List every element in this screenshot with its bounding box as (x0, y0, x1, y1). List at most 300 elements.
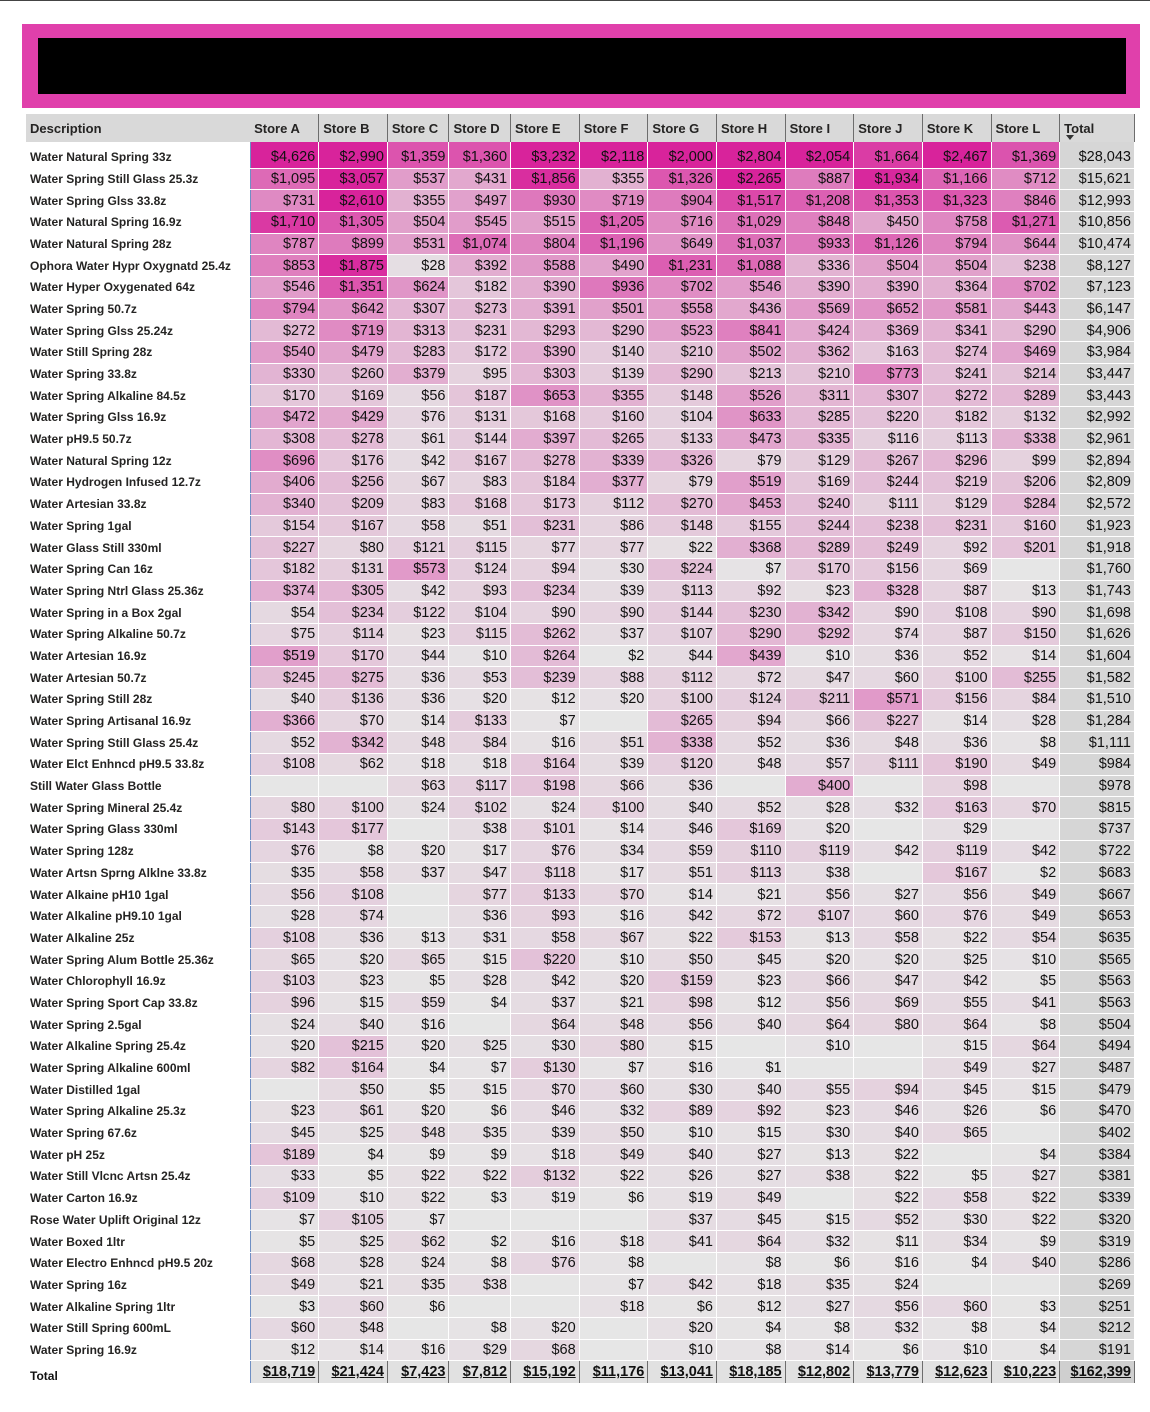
value-cell: $1 (716, 1057, 785, 1079)
value-cell: $48 (579, 1014, 648, 1036)
column-header-total[interactable]: Total (1060, 114, 1135, 142)
value-cell: $24 (387, 797, 449, 819)
value-cell: $7 (716, 558, 785, 580)
table-row[interactable] (26, 949, 1135, 971)
value-cell: $391 (511, 298, 580, 320)
value-cell: $1,359 (387, 142, 449, 168)
value-cell: $45 (922, 1079, 991, 1101)
value-cell: $62 (387, 1231, 449, 1253)
table-row[interactable] (26, 602, 1135, 624)
value-cell: $13 (387, 927, 449, 949)
header-row (26, 114, 1135, 142)
table-row[interactable] (26, 385, 1135, 407)
value-cell: $326 (648, 450, 717, 472)
value-cell (854, 862, 923, 884)
column-header-store[interactable]: Store G (648, 114, 717, 142)
value-cell: $16 (854, 1252, 923, 1274)
value-cell: $9 (991, 1231, 1060, 1253)
value-cell: $227 (854, 710, 923, 732)
value-cell: $164 (511, 754, 580, 776)
value-cell: $2 (579, 645, 648, 667)
row-description: Water Spring Glass 330ml (26, 819, 250, 841)
value-cell: $100 (922, 667, 991, 689)
column-header-store[interactable]: Store C (387, 114, 449, 142)
value-cell: $6 (387, 1296, 449, 1318)
value-cell: $15 (716, 1122, 785, 1144)
value-cell: $653 (511, 385, 580, 407)
value-cell: $19 (511, 1187, 580, 1209)
value-cell (991, 819, 1060, 841)
value-cell: $86 (579, 515, 648, 537)
value-cell: $39 (579, 754, 648, 776)
table-row[interactable] (26, 689, 1135, 711)
value-cell: $168 (511, 407, 580, 429)
value-cell: $10 (648, 1339, 717, 1361)
value-cell: $17 (449, 840, 511, 862)
row-total-cell: $504 (1060, 1014, 1135, 1036)
value-cell: $163 (922, 797, 991, 819)
value-cell: $23 (785, 580, 854, 602)
row-total-cell: $2,894 (1060, 450, 1135, 472)
value-cell: $50 (579, 1122, 648, 1144)
table-row[interactable] (26, 558, 1135, 580)
table-row[interactable] (26, 1079, 1135, 1101)
value-cell (449, 1296, 511, 1318)
row-description: Water Still Spring 600mL (26, 1317, 250, 1339)
value-cell: $112 (648, 667, 717, 689)
value-cell: $38 (449, 1274, 511, 1296)
table-row[interactable] (26, 927, 1135, 949)
value-cell: $307 (854, 385, 923, 407)
value-cell: $49 (250, 1274, 319, 1296)
value-cell: $80 (250, 797, 319, 819)
value-cell: $7 (579, 1274, 648, 1296)
table-row[interactable] (26, 190, 1135, 212)
column-total-cell: $12,802 (785, 1361, 854, 1384)
table-row[interactable] (26, 645, 1135, 667)
value-cell: $3 (250, 1296, 319, 1318)
value-cell: $804 (511, 233, 580, 255)
value-cell: $40 (250, 689, 319, 711)
value-cell: $32 (854, 797, 923, 819)
value-cell: $33 (250, 1166, 319, 1188)
value-cell: $22 (854, 1144, 923, 1166)
table-row[interactable] (26, 1166, 1135, 1188)
value-cell: $54 (991, 927, 1060, 949)
column-header-store[interactable]: Store D (449, 114, 511, 142)
value-cell: $80 (319, 537, 388, 559)
row-description: Water Carton 16.9z (26, 1187, 250, 1209)
value-cell: $290 (648, 363, 717, 385)
value-cell: $10 (922, 1339, 991, 1361)
value-cell: $111 (854, 493, 923, 515)
value-cell: $82 (250, 1057, 319, 1079)
value-cell: $15 (922, 1036, 991, 1058)
row-description: Water Spring 2.5gal (26, 1014, 250, 1036)
value-cell: $390 (511, 342, 580, 364)
value-cell: $176 (319, 450, 388, 472)
table-row[interactable] (26, 884, 1135, 906)
value-cell: $296 (922, 450, 991, 472)
value-cell: $41 (991, 992, 1060, 1014)
value-cell: $16 (648, 1057, 717, 1079)
column-total-cell: $21,424 (319, 1361, 388, 1384)
table-row[interactable] (26, 255, 1135, 277)
value-cell: $41 (648, 1231, 717, 1253)
value-cell: $504 (854, 255, 923, 277)
table-row[interactable] (26, 1036, 1135, 1058)
table-row[interactable] (26, 1014, 1135, 1036)
value-cell: $355 (579, 385, 648, 407)
value-cell: $22 (387, 1187, 449, 1209)
value-cell: $22 (854, 1187, 923, 1209)
value-cell: $526 (716, 385, 785, 407)
value-cell: $101 (511, 819, 580, 841)
value-cell: $293 (511, 320, 580, 342)
row-description: Water Natural Spring 28z (26, 233, 250, 255)
value-cell: $133 (511, 884, 580, 906)
table-row[interactable] (26, 992, 1135, 1014)
value-cell: $148 (648, 385, 717, 407)
value-cell: $339 (579, 450, 648, 472)
value-cell: $519 (250, 645, 319, 667)
value-cell: $75 (250, 623, 319, 645)
value-cell: $38 (785, 862, 854, 884)
table-row[interactable] (26, 1317, 1135, 1339)
value-cell (449, 1209, 511, 1231)
value-cell: $22 (991, 1209, 1060, 1231)
value-cell: $66 (785, 710, 854, 732)
table-row[interactable] (26, 1101, 1135, 1123)
table-row[interactable] (26, 710, 1135, 732)
value-cell: $211 (785, 689, 854, 711)
value-cell: $47 (449, 862, 511, 884)
value-cell: $473 (716, 428, 785, 450)
value-cell: $51 (648, 862, 717, 884)
table-row[interactable] (26, 515, 1135, 537)
row-total-cell: $2,809 (1060, 472, 1135, 494)
column-total-cell: $11,176 (579, 1361, 648, 1384)
value-cell (991, 1274, 1060, 1296)
value-cell: $338 (648, 732, 717, 754)
value-cell: $731 (250, 190, 319, 212)
value-cell: $366 (250, 710, 319, 732)
value-cell: $167 (922, 862, 991, 884)
value-cell: $56 (922, 884, 991, 906)
row-description: Rose Water Uplift Original 12z (26, 1209, 250, 1231)
value-cell: $239 (511, 667, 580, 689)
value-cell: $47 (785, 667, 854, 689)
value-cell: $390 (854, 276, 923, 298)
table-row[interactable] (26, 1274, 1135, 1296)
value-cell: $167 (449, 450, 511, 472)
value-cell: $140 (579, 342, 648, 364)
table-row[interactable] (26, 797, 1135, 819)
value-cell: $70 (511, 1079, 580, 1101)
value-cell: $58 (511, 927, 580, 949)
value-cell: $16 (387, 1339, 449, 1361)
value-cell: $712 (991, 168, 1060, 190)
value-cell: $124 (716, 689, 785, 711)
value-cell: $144 (648, 602, 717, 624)
value-cell: $18 (716, 1274, 785, 1296)
row-total-cell: $10,474 (1060, 233, 1135, 255)
table-row[interactable] (26, 754, 1135, 776)
table-row[interactable] (26, 537, 1135, 559)
value-cell: $42 (648, 905, 717, 927)
value-cell: $15 (648, 1036, 717, 1058)
row-description: Water Spring Sport Cap 33.8z (26, 992, 250, 1014)
value-cell: $133 (648, 428, 717, 450)
value-cell: $265 (579, 428, 648, 450)
value-cell (991, 775, 1060, 797)
row-total-cell: $2,572 (1060, 493, 1135, 515)
value-cell (716, 1036, 785, 1058)
row-description: Water Alkaine pH10 1gal (26, 884, 250, 906)
value-cell: $231 (449, 320, 511, 342)
value-cell: $77 (449, 884, 511, 906)
value-cell: $49 (716, 1187, 785, 1209)
value-cell: $1,231 (648, 255, 717, 277)
table-row[interactable] (26, 1252, 1135, 1274)
value-cell: $27 (785, 1296, 854, 1318)
table-row[interactable] (26, 775, 1135, 797)
value-cell: $46 (854, 1101, 923, 1123)
value-cell: $144 (449, 428, 511, 450)
value-cell: $4 (716, 1317, 785, 1339)
value-cell: $502 (716, 342, 785, 364)
value-cell (387, 819, 449, 841)
table-row[interactable] (26, 970, 1135, 992)
value-cell: $1,166 (922, 168, 991, 190)
row-total-cell: $384 (1060, 1144, 1135, 1166)
value-cell: $55 (922, 992, 991, 1014)
value-cell: $30 (579, 558, 648, 580)
row-description: Water Spring Still Glass 25.3z (26, 168, 250, 190)
value-cell: $26 (922, 1101, 991, 1123)
value-cell: $4,626 (250, 142, 319, 168)
value-cell: $169 (785, 472, 854, 494)
table-row[interactable] (26, 233, 1135, 255)
value-cell: $8 (319, 840, 388, 862)
value-cell: $6 (785, 1252, 854, 1274)
value-cell: $2,610 (319, 190, 388, 212)
table-row[interactable] (26, 472, 1135, 494)
column-header-store[interactable]: Store F (579, 114, 648, 142)
row-description: Water Distilled 1gal (26, 1079, 250, 1101)
value-cell: $29 (449, 1339, 511, 1361)
value-cell: $305 (319, 580, 388, 602)
row-total-cell: $10,856 (1060, 211, 1135, 233)
value-cell: $7 (579, 1057, 648, 1079)
value-cell: $59 (648, 840, 717, 862)
table-row[interactable] (26, 450, 1135, 472)
value-cell: $14 (991, 645, 1060, 667)
value-cell: $60 (250, 1317, 319, 1339)
value-cell: $94 (854, 1079, 923, 1101)
value-cell: $20 (579, 970, 648, 992)
value-cell: $794 (922, 233, 991, 255)
value-cell: $129 (922, 493, 991, 515)
column-header-store[interactable]: Store H (716, 114, 785, 142)
value-cell: $108 (250, 927, 319, 949)
value-cell: $504 (387, 211, 449, 233)
row-total-cell: $12,993 (1060, 190, 1135, 212)
row-total-cell: $269 (1060, 1274, 1135, 1296)
row-total-cell: $1,604 (1060, 645, 1135, 667)
value-cell: $108 (250, 754, 319, 776)
value-cell: $182 (250, 558, 319, 580)
table-row[interactable] (26, 1339, 1135, 1361)
value-cell: $523 (648, 320, 717, 342)
value-cell: $2,990 (319, 142, 388, 168)
row-description: Water Alkaline Spring 1ltr (26, 1296, 250, 1318)
value-cell: $238 (854, 515, 923, 537)
column-header-store[interactable]: Store L (991, 114, 1060, 142)
value-cell: $59 (387, 992, 449, 1014)
column-header-description[interactable]: Description (26, 114, 250, 142)
table-row[interactable] (26, 1296, 1135, 1318)
value-cell: $899 (319, 233, 388, 255)
table-row[interactable] (26, 623, 1135, 645)
value-cell: $77 (511, 537, 580, 559)
value-cell: $1,029 (716, 211, 785, 233)
value-cell: $5 (387, 970, 449, 992)
value-cell: $50 (648, 949, 717, 971)
table-row[interactable] (26, 862, 1135, 884)
table-row[interactable] (26, 320, 1135, 342)
table-row[interactable] (26, 1144, 1135, 1166)
column-total-cell: $7,423 (387, 1361, 449, 1384)
value-cell: $2,467 (922, 142, 991, 168)
value-cell: $116 (854, 428, 923, 450)
column-header-store[interactable]: Store A (250, 114, 319, 142)
row-description: Water Spring Glss 16.9z (26, 407, 250, 429)
value-cell: $156 (922, 689, 991, 711)
value-cell: $10 (648, 1122, 717, 1144)
row-total-cell: $1,698 (1060, 602, 1135, 624)
table-row[interactable] (26, 298, 1135, 320)
sales-matrix (26, 114, 1135, 1383)
row-total-cell: $683 (1060, 862, 1135, 884)
row-total-cell: $15,621 (1060, 168, 1135, 190)
value-cell: $36 (648, 775, 717, 797)
value-cell: $335 (785, 428, 854, 450)
table-row[interactable] (26, 276, 1135, 298)
table-row[interactable] (26, 363, 1135, 385)
row-description: Water Spring 16z (26, 1274, 250, 1296)
table-row[interactable] (26, 1057, 1135, 1079)
value-cell: $56 (648, 1014, 717, 1036)
value-cell: $89 (648, 1101, 717, 1123)
value-cell: $94 (511, 558, 580, 580)
row-description: Water Glass Still 330ml (26, 537, 250, 559)
column-header-store[interactable]: Store B (319, 114, 388, 142)
table-row[interactable] (26, 840, 1135, 862)
value-cell: $25 (922, 949, 991, 971)
row-total-cell: $339 (1060, 1187, 1135, 1209)
value-cell (387, 1317, 449, 1339)
table-row[interactable] (26, 1231, 1135, 1253)
column-header-store[interactable]: Store K (922, 114, 991, 142)
value-cell: $6 (854, 1339, 923, 1361)
value-cell: $1,208 (785, 190, 854, 212)
table-row[interactable] (26, 407, 1135, 429)
value-cell: $558 (648, 298, 717, 320)
grand-total-cell: $162,399 (1060, 1361, 1135, 1384)
value-cell: $42 (854, 840, 923, 862)
row-total-cell: $286 (1060, 1252, 1135, 1274)
row-description: Water Spring Artisanal 16.9z (26, 710, 250, 732)
table-row[interactable] (26, 211, 1135, 233)
value-cell: $92 (922, 537, 991, 559)
table-row[interactable] (26, 1209, 1135, 1231)
row-total-cell: $381 (1060, 1166, 1135, 1188)
value-cell: $22 (579, 1166, 648, 1188)
value-cell: $25 (449, 1036, 511, 1058)
table-row[interactable] (26, 1122, 1135, 1144)
value-cell: $573 (387, 558, 449, 580)
value-cell: $853 (250, 255, 319, 277)
column-total-cell: $7,812 (449, 1361, 511, 1384)
table-row[interactable] (26, 168, 1135, 190)
value-cell: $36 (449, 905, 511, 927)
value-cell: $110 (716, 840, 785, 862)
value-cell: $35 (785, 1274, 854, 1296)
table-row[interactable] (26, 342, 1135, 364)
column-header-store[interactable]: Store I (785, 114, 854, 142)
value-cell: $60 (854, 667, 923, 689)
table-row[interactable] (26, 580, 1135, 602)
table-row[interactable] (26, 428, 1135, 450)
value-cell: $930 (511, 190, 580, 212)
value-cell: $54 (250, 602, 319, 624)
value-cell: $45 (716, 1209, 785, 1231)
row-total-cell: $565 (1060, 949, 1135, 971)
column-header-store[interactable]: Store J (854, 114, 923, 142)
value-cell: $66 (785, 970, 854, 992)
row-total-cell: $251 (1060, 1296, 1135, 1318)
column-header-store[interactable]: Store E (511, 114, 580, 142)
value-cell: $113 (922, 428, 991, 450)
row-description: Water Spring 67.6z (26, 1122, 250, 1144)
value-cell: $132 (991, 407, 1060, 429)
value-cell: $40 (854, 1122, 923, 1144)
value-cell: $27 (716, 1166, 785, 1188)
value-cell: $30 (785, 1122, 854, 1144)
table-row[interactable] (26, 732, 1135, 754)
table-row[interactable] (26, 493, 1135, 515)
value-cell: $14 (785, 1339, 854, 1361)
value-cell: $10 (991, 949, 1060, 971)
value-cell: $24 (387, 1252, 449, 1274)
table-row[interactable] (26, 819, 1135, 841)
row-total-cell: $402 (1060, 1122, 1135, 1144)
table-row[interactable] (26, 142, 1135, 168)
table-row[interactable] (26, 667, 1135, 689)
value-cell: $224 (648, 558, 717, 580)
value-cell: $540 (250, 342, 319, 364)
value-cell: $98 (648, 992, 717, 1014)
value-cell: $206 (991, 472, 1060, 494)
value-cell: $652 (854, 298, 923, 320)
table-row[interactable] (26, 905, 1135, 927)
table-row[interactable] (26, 1187, 1135, 1209)
value-cell: $72 (716, 905, 785, 927)
row-total-cell: $3,443 (1060, 385, 1135, 407)
value-cell: $374 (250, 580, 319, 602)
value-cell: $4 (991, 1144, 1060, 1166)
